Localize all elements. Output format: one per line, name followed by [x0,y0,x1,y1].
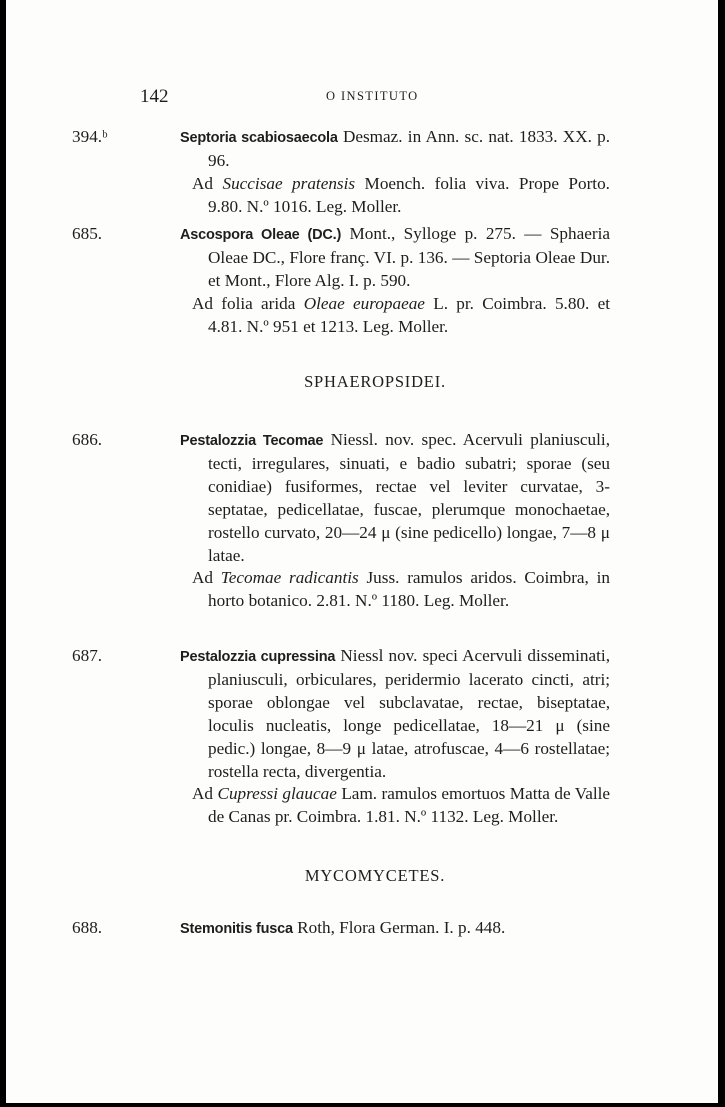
host-note: Ad Tecomae radicantis Juss. ramulos aridos. Coimbra, in horto botanico. 2.81. N.º 1180. Leg. Moller. [192,568,610,611]
entry-description: Desmaz. in Ann. sc. nat. 1833. XX. p. 96. [208,127,611,170]
entry-394b: 394.ᵇ Septoria scabiosaecola Desmaz. in Ann. sc. nat. 1833. XX. p. 96. Ad Succisae pratensis Moench. folia viva. Prope Porto. 9.80. N.º 1016. Leg. Moller. [140,126,610,219]
host-name: Succisae pratensis [222,173,356,193]
taxon-name: Pestalozzia Tecomae [180,433,324,449]
taxon-name: Stemonitis fusca [180,921,293,937]
taxon-name: Pestalozzia cupressina [180,649,336,665]
entry-description: Mont., Sylloge p. 275. — Sphaeria Oleae DC., Flore franç. VI. p. 136. — Septoria Oleae Dur. et Mont., Flore Alg. I. p. 590. [208,224,610,290]
host-name: Oleae europaeae [303,293,425,313]
entry-685: 685. Ascospora Oleae (DC.) Mont., Sylloge p. 275. — Sphaeria Oleae DC., Flore franç. VI. p. 136. — Septoria Oleae Dur. et Mont., Flore Alg. I. p. 590. Ad folia arida Oleae europaeae L. pr. Coimbra. 5.80. et 4.81. N.º 951 et 1213. Leg. Moller. [140,223,610,339]
running-head: O INSTITUTO [326,89,419,103]
taxon-name: Ascospora Oleae (DC.) [180,227,342,243]
taxon-name: Septoria scabiosaecola [180,130,338,146]
page-number: 142 [140,86,169,107]
page-header [134,86,604,110]
entry-description: Niessl nov. speci Acervuli disseminati, planiusculi, orbiculares, peridermio lacerato cincti, atri; sporae oblongae vel subclavatae, rectae, biseptatae, loculis nucleatis, longe pedicellatae, 18—21 μ (sine pedic.) longae, 8—9 μ latae, atrofuscae, 4—6 rostellatae; rostella recta, divergentia. [208,646,610,781]
entry-description: Niessl. nov. spec. Acervuli planiusculi, tecti, irregulares, sinuati, e badio subatri; sporae (seu conidiae) fusiformes, rectae vel leviter curvatae, 3-septatae, pedicellatae, fuscae, plerumque monochaetae, rostello curvato, 20—24 μ (sine pedicello) longae, 7—8 μ latae. [208,430,610,565]
entry-description: Roth, Flora German. I. p. 448. [297,918,506,937]
host-note: Ad Succisae pratensis Moench. folia viva. Prope Porto. 9.80. N.º 1016. Leg. Moller. [192,173,610,216]
entry-687: 687. Pestalozzia cupressina Niessl nov. speci Acervuli disseminati, planiusculi, orbiculares, peridermio lacerato cincti, atri; sporae oblongae vel subclavatae, rectae, biseptatae, loculis nucleatis, longe pedicellatae, 18—21 μ (sine pedic.) longae, 8—9 μ latae, atrofuscae, 4—6 rostellatae; rostella recta, divergentia. Ad Cupressi glaucae Lam. ramulos emortuos Matta de Valle de Canas pr. Coimbra. 1.81. N.º 1132. Leg. Moller. [140,645,610,829]
host-name: Tecomae radicantis [220,568,359,588]
section-heading-mycomycetes: MYCOMYCETES. [304,866,446,885]
host-note: Ad folia arida Oleae europaeae L. pr. Coimbra. 5.80. et 4.81. N.º 951 et 1213. Leg. Moller. [192,293,611,336]
entry-688: 688. Stemonitis fusca Roth, Flora German. I. p. 448. [72,918,506,937]
entry-686: 686. Pestalozzia Tecomae Niessl. nov. spec. Acervuli planiusculi, tecti, irregulares, sinuati, e badio subatri; sporae (seu conidiae) fusiformes, rectae vel leviter curvatae, 3-septatae, pedicellatae, fuscae, plerumque monochaetae, rostello curvato, 20—24 μ (sine pedicello) longae, 7—8 μ latae. Ad Tecomae radicantis Juss. ramulos aridos. Coimbra, in horto botanico. 2.81. N.º 1180. Leg. Moller. [140,429,610,613]
host-name: Cupressi glaucae [217,784,337,804]
host-note: Ad Cupressi glaucae Lam. ramulos emortuos Matta de Valle de Canas pr. Coimbra. 1.81. N.º 1132. Leg. Moller. [192,784,611,827]
section-heading-sphaeropsidei: SPHAEROPSIDEI. [304,372,446,391]
